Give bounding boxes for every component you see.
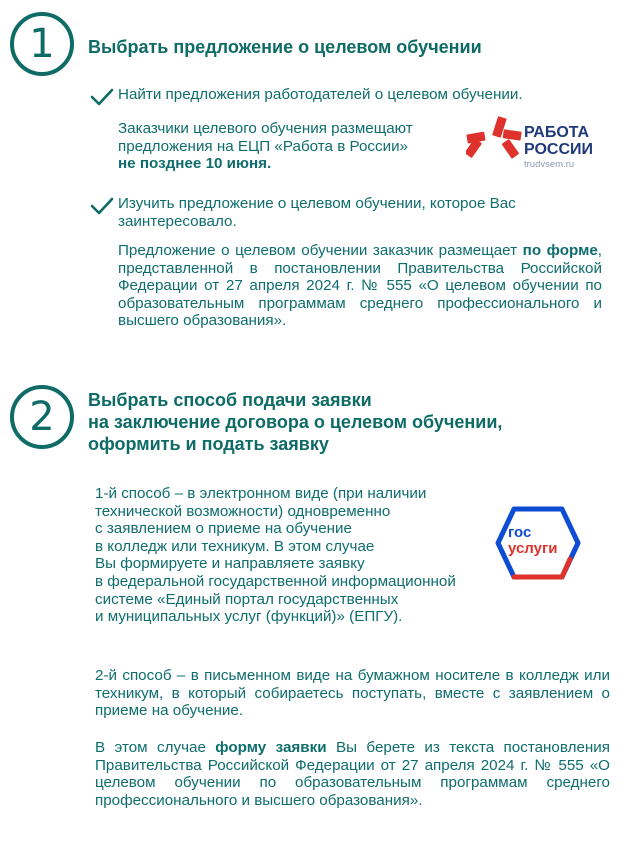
note-pre: Предложение о целевом обучении заказчик размещает [118, 242, 523, 259]
gosuslugi-line-2: услуги [508, 540, 558, 557]
method-1-line: Вы формируете и направляете заявку [95, 555, 365, 573]
deadline-text: не позднее 10 июня. [118, 155, 272, 173]
method-1-line: 1-й способ – в электронном виде (при наличии [95, 485, 427, 502]
note-pre: В этом случае [95, 739, 216, 756]
step-2-number-text: 2 [29, 394, 55, 440]
method-1-line: в колледж или техникум. В этом случае [95, 537, 375, 555]
heading-line-1: Выбрать способ подачи заявки [88, 390, 372, 410]
method-1-line: в федеральной государственной информационной [95, 572, 456, 590]
rabota-star-icon [466, 114, 522, 170]
note-post: Вы берете из текста постановления Правительства Российской Федерации от 27 апреля 2024 г. № 555 «О целевом обучении по образовательным программам среднего профессионального и высшего образования». [95, 739, 611, 809]
note-line-2: предложения на ЕЦП «Работа в России» [118, 137, 409, 155]
step-1-item-1-text: Найти предложения работодателей о целевом обучении. [118, 86, 523, 103]
step-1-item-2-note [118, 242, 602, 330]
method-2-text: 2-й способ – в письменном виде на бумажном носителе в колледж или техникум, в который собираетесь поступать, вместе с заявлением о приеме на обучение. [95, 667, 610, 720]
step-1-item-1-note [118, 120, 463, 173]
gosuslugi-logo [494, 503, 582, 583]
method-1-line: с заявлением о приеме на обучение [95, 520, 352, 538]
heading-line-3: оформить и подать заявку [88, 434, 329, 454]
gosuslugi-line-1: гос [508, 524, 532, 541]
method-1-line: системе «Единый портал государственных [95, 590, 399, 608]
note-bold: форму заявки [215, 739, 327, 756]
rabota-rossii-logo [466, 112, 596, 174]
method-1-text [95, 485, 515, 626]
rabota-logo-line-1: РАБОТА [524, 124, 590, 141]
method-1-line: и муниципальных услуг (функций)» (ЕПГУ). [95, 608, 403, 626]
heading-line-2: на заключение договора о целевом обучении, [88, 412, 503, 432]
step-1-number-text: 1 [29, 21, 55, 67]
note-post: , представленной в постановлении Правительства Российской Федерации от 27 апреля 2024 г. № 555 «О целевом обучении по образовательным программам среднего профессионального и высшего образования». [118, 242, 603, 330]
check-icon [90, 196, 114, 216]
note-line-1: Заказчики целевого обучения размещают [118, 120, 413, 137]
step-1-number [10, 12, 74, 76]
check-icon [90, 87, 114, 107]
step-1-item-2-text: Изучить предложение о целевом обучении, которое Вас заинтересовало. [118, 195, 516, 230]
method-1-line: технической возможности) одновременно [95, 502, 391, 520]
note-bold: по форме [522, 242, 598, 259]
method-2-note [95, 739, 610, 809]
step-2-number [10, 385, 74, 449]
step-1-heading: Выбрать предложение о целевом обучении [88, 37, 482, 57]
rabota-logo-line-2: РОССИИ [524, 141, 594, 158]
rabota-logo-site: trudvsem.ru [524, 159, 575, 170]
step-2-heading [88, 389, 502, 455]
